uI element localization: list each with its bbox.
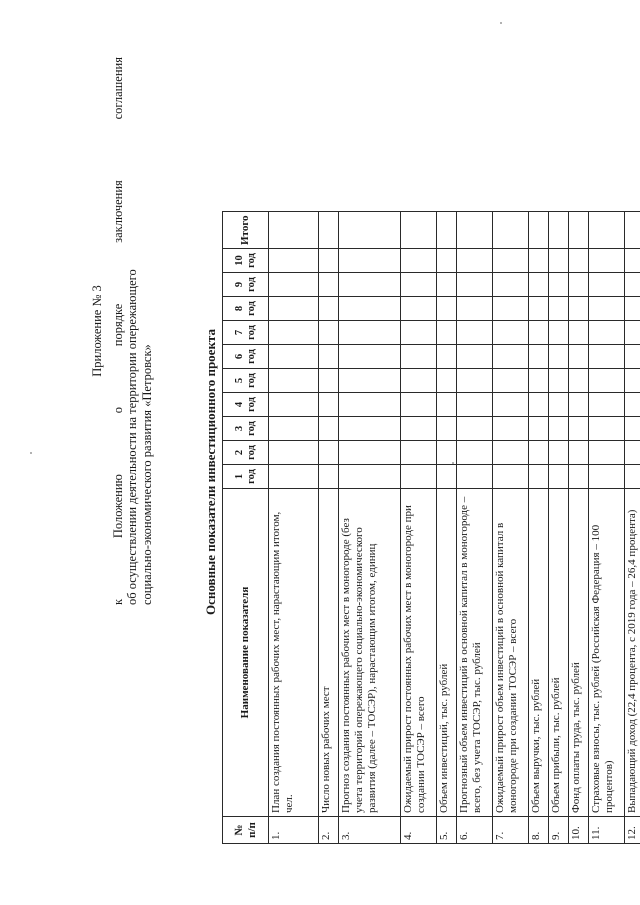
row-number: 1. xyxy=(269,817,319,844)
value-cell xyxy=(493,345,529,369)
value-cell xyxy=(493,369,529,393)
value-cell xyxy=(457,249,493,273)
value-cell xyxy=(319,321,339,345)
appendix-word: соглашения xyxy=(110,57,125,120)
value-cell xyxy=(339,393,401,417)
table-row xyxy=(401,212,437,844)
value-cell xyxy=(625,321,640,345)
value-cell xyxy=(437,273,457,297)
value-cell xyxy=(269,249,319,273)
value-cell xyxy=(319,393,339,417)
value-cell xyxy=(529,369,549,393)
appendix-word: к xyxy=(110,598,125,605)
year-header: 1 год xyxy=(223,465,269,489)
value-cell xyxy=(437,297,457,321)
value-cell xyxy=(269,393,319,417)
value-cell xyxy=(625,393,640,417)
total-cell xyxy=(319,212,339,249)
row-indicator-name: Объем выручки, тыс. рублей xyxy=(529,489,549,817)
value-cell xyxy=(493,273,529,297)
value-cell xyxy=(549,417,569,441)
row-number: 2. xyxy=(319,817,339,844)
total-cell xyxy=(457,212,493,249)
table-header-row xyxy=(223,212,269,844)
row-indicator-name: Прогнозный объем инвестиций в основной капитал в моногороде – всего, без учета ТОСЭР, тыс. рублей xyxy=(457,489,493,817)
value-cell xyxy=(549,249,569,273)
value-cell xyxy=(339,465,401,489)
value-cell xyxy=(529,441,549,465)
row-indicator-name: Ожидаемый прирост объем инвестиций в основной капитал в моногороде при создании ТОСЭР – всего xyxy=(493,489,529,817)
table-heading: Основные показатели инвестиционного проекта xyxy=(203,329,218,615)
value-cell xyxy=(339,441,401,465)
value-cell xyxy=(569,393,589,417)
value-cell xyxy=(493,249,529,273)
row-number: 8. xyxy=(529,817,549,844)
value-cell xyxy=(589,369,625,393)
appendix-word: Положению xyxy=(110,474,125,539)
value-cell xyxy=(269,273,319,297)
appendix-word: о xyxy=(110,407,125,414)
scan-speck xyxy=(452,462,454,464)
row-indicator-name: Прогноз создания постоянных рабочих мест в моногороде (без учета территорий опережающего социально-экономического развития (далее – ТОСЭР), нарастающим итогом, единиц xyxy=(339,489,401,817)
value-cell xyxy=(589,249,625,273)
value-cell xyxy=(401,441,437,465)
value-cell xyxy=(493,393,529,417)
table-row xyxy=(589,212,625,844)
appendix-word: порядке xyxy=(110,303,125,347)
value-cell xyxy=(339,417,401,441)
year-header: 7 год xyxy=(223,321,269,345)
row-indicator-name: Страховые взносы, тыс. рублей (Российская Федерация – 100 процентов) xyxy=(589,489,625,817)
scan-speck xyxy=(30,452,32,454)
value-cell xyxy=(529,249,549,273)
value-cell xyxy=(457,345,493,369)
value-cell xyxy=(319,369,339,393)
row-indicator-name: Объем прибыли, тыс. рублей xyxy=(549,489,569,817)
value-cell xyxy=(401,249,437,273)
appendix-title: Приложение № 3 xyxy=(90,285,104,377)
value-cell xyxy=(401,321,437,345)
value-cell xyxy=(319,417,339,441)
value-cell xyxy=(401,297,437,321)
value-cell xyxy=(437,249,457,273)
value-cell xyxy=(457,393,493,417)
value-cell xyxy=(493,417,529,441)
appendix-word: заключения xyxy=(110,180,125,243)
value-cell xyxy=(493,465,529,489)
value-cell xyxy=(269,369,319,393)
value-cell xyxy=(437,393,457,417)
value-cell xyxy=(457,321,493,345)
value-cell xyxy=(457,441,493,465)
value-cell xyxy=(437,441,457,465)
value-cell xyxy=(625,345,640,369)
value-cell xyxy=(339,273,401,297)
value-cell xyxy=(569,249,589,273)
value-cell xyxy=(569,345,589,369)
total-cell xyxy=(625,212,640,249)
year-header: 3 год xyxy=(223,417,269,441)
value-cell xyxy=(437,321,457,345)
table-row xyxy=(569,212,589,844)
value-cell xyxy=(493,297,529,321)
value-cell xyxy=(549,441,569,465)
value-cell xyxy=(339,345,401,369)
value-cell xyxy=(269,417,319,441)
total-cell xyxy=(269,212,319,249)
value-cell xyxy=(401,369,437,393)
value-cell xyxy=(269,465,319,489)
total-cell xyxy=(339,212,401,249)
value-cell xyxy=(437,417,457,441)
row-number: 5. xyxy=(437,817,457,844)
row-number: 9. xyxy=(549,817,569,844)
value-cell xyxy=(269,441,319,465)
value-cell xyxy=(529,273,549,297)
value-cell xyxy=(457,465,493,489)
value-cell xyxy=(549,393,569,417)
total-cell xyxy=(437,212,457,249)
table-row xyxy=(493,212,529,844)
table-row xyxy=(319,212,339,844)
value-cell xyxy=(569,369,589,393)
scan-speck xyxy=(500,22,502,24)
appendix-line-2: об осуществлении деятельности на территории опережающего xyxy=(125,269,139,605)
total-cell xyxy=(589,212,625,249)
value-cell xyxy=(339,321,401,345)
row-number: 3. xyxy=(339,817,401,844)
table-row xyxy=(549,212,569,844)
year-header: 5 год xyxy=(223,369,269,393)
appendix-line-1 xyxy=(111,57,126,605)
indicators-table xyxy=(222,211,640,844)
value-cell xyxy=(529,321,549,345)
value-cell xyxy=(549,369,569,393)
row-number: 12. xyxy=(625,817,640,844)
total-cell xyxy=(493,212,529,249)
value-cell xyxy=(569,465,589,489)
value-cell xyxy=(569,273,589,297)
row-indicator-name: Ожидаемый прирост постоянных рабочих мест в моногороде при создании ТОСЭР – всего xyxy=(401,489,437,817)
value-cell xyxy=(529,465,549,489)
table-row xyxy=(269,212,319,844)
value-cell xyxy=(319,345,339,369)
value-cell xyxy=(493,321,529,345)
value-cell xyxy=(319,273,339,297)
year-header: 4 год xyxy=(223,393,269,417)
row-number: 6. xyxy=(457,817,493,844)
value-cell xyxy=(457,417,493,441)
value-cell xyxy=(319,249,339,273)
value-cell xyxy=(569,441,589,465)
value-cell xyxy=(457,297,493,321)
value-cell xyxy=(625,465,640,489)
value-cell xyxy=(269,297,319,321)
table-row xyxy=(339,212,401,844)
value-cell xyxy=(529,393,549,417)
value-cell xyxy=(457,273,493,297)
year-header: 8 год xyxy=(223,297,269,321)
value-cell xyxy=(529,417,549,441)
value-cell xyxy=(529,345,549,369)
table-row xyxy=(529,212,549,844)
value-cell xyxy=(625,441,640,465)
row-number: 11. xyxy=(589,817,625,844)
appendix-line-3: социально-экономического развития «Петровск» xyxy=(139,344,154,605)
table-row xyxy=(437,212,457,844)
value-cell xyxy=(529,297,549,321)
total-cell xyxy=(569,212,589,249)
value-cell xyxy=(569,417,589,441)
value-cell xyxy=(625,417,640,441)
year-header: 10 год xyxy=(223,249,269,273)
year-header: 6 год xyxy=(223,345,269,369)
row-indicator-name: Выпадающий доход (22,4 процента, с 2019 года – 26,4 процента) xyxy=(625,489,640,817)
total-cell xyxy=(401,212,437,249)
value-cell xyxy=(319,465,339,489)
value-cell xyxy=(589,345,625,369)
value-cell xyxy=(549,273,569,297)
total-cell xyxy=(549,212,569,249)
value-cell xyxy=(319,441,339,465)
value-cell xyxy=(401,393,437,417)
value-cell xyxy=(437,345,457,369)
row-number: 10. xyxy=(569,817,589,844)
year-header: 9 год xyxy=(223,273,269,297)
value-cell xyxy=(569,297,589,321)
value-cell xyxy=(589,297,625,321)
value-cell xyxy=(401,417,437,441)
value-cell xyxy=(625,273,640,297)
value-cell xyxy=(549,321,569,345)
row-number: 4. xyxy=(401,817,437,844)
value-cell xyxy=(625,249,640,273)
value-cell xyxy=(549,297,569,321)
value-cell xyxy=(269,345,319,369)
total-cell xyxy=(529,212,549,249)
row-number: 7. xyxy=(493,817,529,844)
value-cell xyxy=(401,345,437,369)
value-cell xyxy=(625,369,640,393)
value-cell xyxy=(549,465,569,489)
value-cell xyxy=(549,345,569,369)
table-row xyxy=(625,212,640,844)
value-cell xyxy=(401,465,437,489)
value-cell xyxy=(437,465,457,489)
appendix-caption xyxy=(90,57,154,605)
value-cell xyxy=(589,441,625,465)
row-indicator-name: Объем инвестиций, тыс. рублей xyxy=(437,489,457,817)
col-name-header: Наименование показателя xyxy=(223,489,269,817)
value-cell xyxy=(589,465,625,489)
value-cell xyxy=(569,321,589,345)
value-cell xyxy=(589,393,625,417)
row-indicator-name: План создания постоянных рабочих мест, нарастающим итогом, чел. xyxy=(269,489,319,817)
table-row xyxy=(457,212,493,844)
value-cell xyxy=(625,297,640,321)
value-cell xyxy=(589,321,625,345)
value-cell xyxy=(339,249,401,273)
value-cell xyxy=(457,369,493,393)
value-cell xyxy=(493,441,529,465)
year-header: 2 год xyxy=(223,441,269,465)
value-cell xyxy=(437,369,457,393)
value-cell xyxy=(339,369,401,393)
row-indicator-name: Число новых рабочих мест xyxy=(319,489,339,817)
value-cell xyxy=(319,297,339,321)
value-cell xyxy=(589,273,625,297)
value-cell xyxy=(269,321,319,345)
total-header: Итого xyxy=(223,212,269,249)
value-cell xyxy=(589,417,625,441)
value-cell xyxy=(339,297,401,321)
col-num-header: № п/п xyxy=(223,817,269,844)
row-indicator-name: Фонд оплаты труда, тыс. рублей xyxy=(569,489,589,817)
value-cell xyxy=(401,273,437,297)
